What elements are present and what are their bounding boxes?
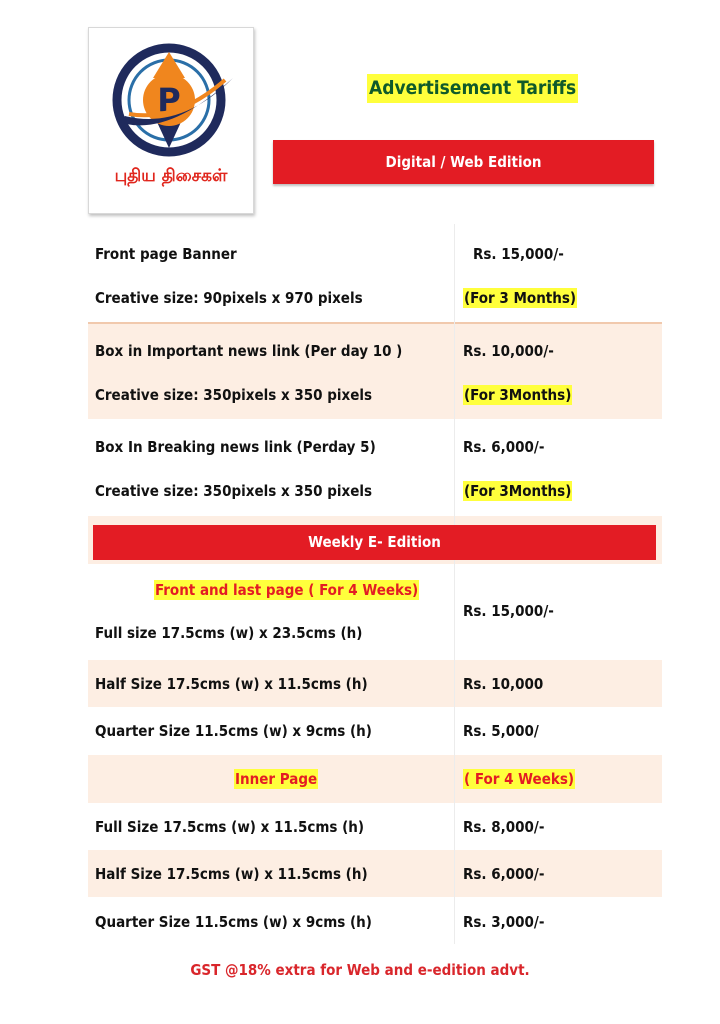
important-news-size: Creative size: 350pixels x 350 pixels [95,386,373,404]
breaking-news-period: (For 3Months) [464,482,572,500]
digital-edition-banner: Digital / Web Edition [273,140,654,184]
full-size-price: Rs. 15,000/- [463,602,554,620]
full-size-label: Full size 17.5cms (w) x 23.5cms (h) [95,624,363,642]
quarter-size-label: Quarter Size 11.5cms (w) x 9cms (h) [95,722,372,740]
column-divider [454,224,455,944]
half-size-label: Half Size 17.5cms (w) x 11.5cms (h) [95,675,368,693]
front-banner-size: Creative size: 90pixels x 970 pixels [95,289,363,307]
quarter-size-price: Rs. 5,000/ [463,722,539,740]
inner-full-size-label: Full Size 17.5cms (w) x 11.5cms (h) [95,818,365,836]
logo-name: புதிய திசைகள் [114,166,228,186]
gst-note: GST @18% extra for Web and e-edition advt. [190,961,530,979]
breaking-news-size: Creative size: 350pixels x 350 pixels [95,482,373,500]
page-title: Advertisement Tariffs [367,74,578,103]
front-banner-label: Front page Banner [95,245,237,263]
front-last-heading: Front and last page ( For 4 Weeks) [155,581,419,599]
inner-quarter-size-label: Quarter Size 11.5cms (w) x 9cms (h) [95,913,372,931]
inner-page-row [88,755,662,803]
front-banner-price: Rs. 15,000/- [473,245,564,263]
logo-emblem-icon [107,38,237,166]
weekly-edition-banner: Weekly E- Edition [93,525,656,560]
inner-half-size-label: Half Size 17.5cms (w) x 11.5cms (h) [95,865,368,883]
inner-full-size-price: Rs. 8,000/- [463,818,545,836]
logo-letter: P [157,81,181,119]
inner-page-heading: Inner Page [235,770,318,788]
important-news-price: Rs. 10,000/- [463,342,554,360]
half-size-price: Rs. 10,000 [463,675,544,693]
inner-half-size-price: Rs. 6,000/- [463,865,545,883]
breaking-news-label: Box In Breaking news link (Perday 5) [95,438,376,456]
important-news-label: Box in Important news link (Per day 10 ) [95,342,403,360]
important-news-period: (For 3Months) [464,386,572,404]
breaking-news-price: Rs. 6,000/- [463,438,545,456]
logo-card [88,27,254,214]
inner-quarter-size-price: Rs. 3,000/- [463,913,545,931]
inner-page-period: ( For 4 Weeks) [464,770,575,788]
front-banner-period: (For 3 Months) [464,289,577,307]
